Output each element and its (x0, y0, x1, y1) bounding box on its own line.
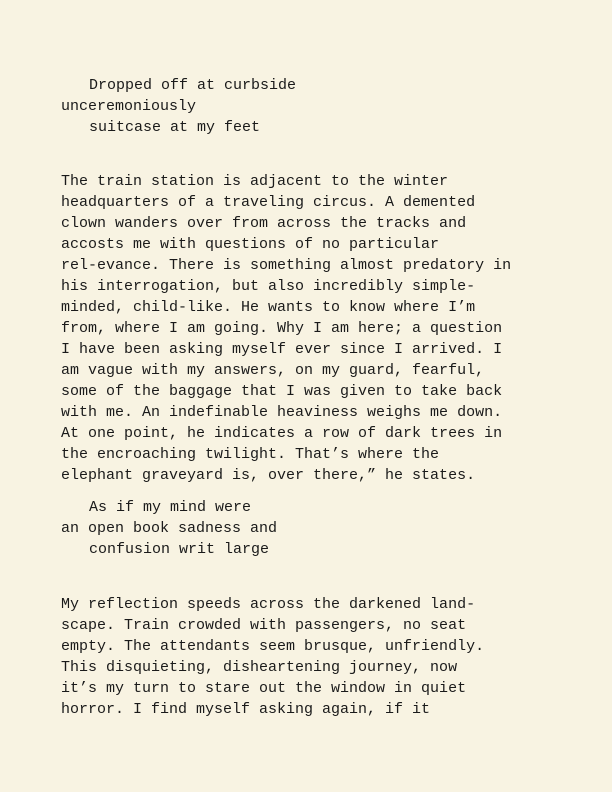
prose-line: from, where I am going. Why I am here; a question (61, 320, 503, 337)
prose-line: scape. Train crowded with passengers, no seat (61, 617, 467, 634)
prose-line: accosts me with questions of no particular (61, 236, 440, 253)
prose-line: am vague with my answers, on my guard, fearful, (61, 362, 485, 379)
haiku-line: As if my mind were (89, 499, 252, 516)
haiku-line: suitcase at my feet (89, 119, 261, 136)
haiku-line: Dropped off at curbside (89, 77, 297, 94)
prose-line: At one point, he indicates a row of dark trees in (61, 425, 503, 442)
prose-line: minded, child-like. He wants to know where I’m (61, 299, 476, 316)
prose-line: his interrogation, but also incredibly simple- (61, 278, 476, 295)
haiku-line: unceremoniously (61, 98, 197, 115)
prose-paragraph-reflection (61, 594, 561, 720)
haiku-stanza-open-book (61, 497, 277, 560)
prose-line: The train station is adjacent to the winter (61, 173, 449, 190)
prose-line: the encroaching twilight. That’s where the (61, 446, 440, 463)
haiku-stanza-curbside (61, 75, 296, 138)
prose-line: I have been asking myself ever since I arrived. I (61, 341, 503, 358)
prose-line: empty. The attendants seem brusque, unfriendly. (61, 638, 485, 655)
prose-line: rel-evance. There is something almost predatory in (61, 257, 512, 274)
prose-line: elephant graveyard is, over there,” he states. (61, 467, 476, 484)
prose-line: it’s my turn to stare out the window in quiet (61, 680, 467, 697)
prose-line: horror. I find myself asking again, if it (61, 701, 431, 718)
prose-line: This disquieting, disheartening journey, now (61, 659, 458, 676)
haiku-line: confusion writ large (89, 541, 270, 558)
prose-line: headquarters of a traveling circus. A demented (61, 194, 476, 211)
prose-line: some of the baggage that I was given to take back (61, 383, 503, 400)
prose-line: My reflection speeds across the darkened land- (61, 596, 476, 613)
haiku-line: an open book sadness and (61, 520, 278, 537)
prose-paragraph-train-station (61, 171, 561, 486)
prose-line: clown wanders over from across the tracks and (61, 215, 467, 232)
prose-line: with me. An indefinable heaviness weighs me down. (61, 404, 503, 421)
